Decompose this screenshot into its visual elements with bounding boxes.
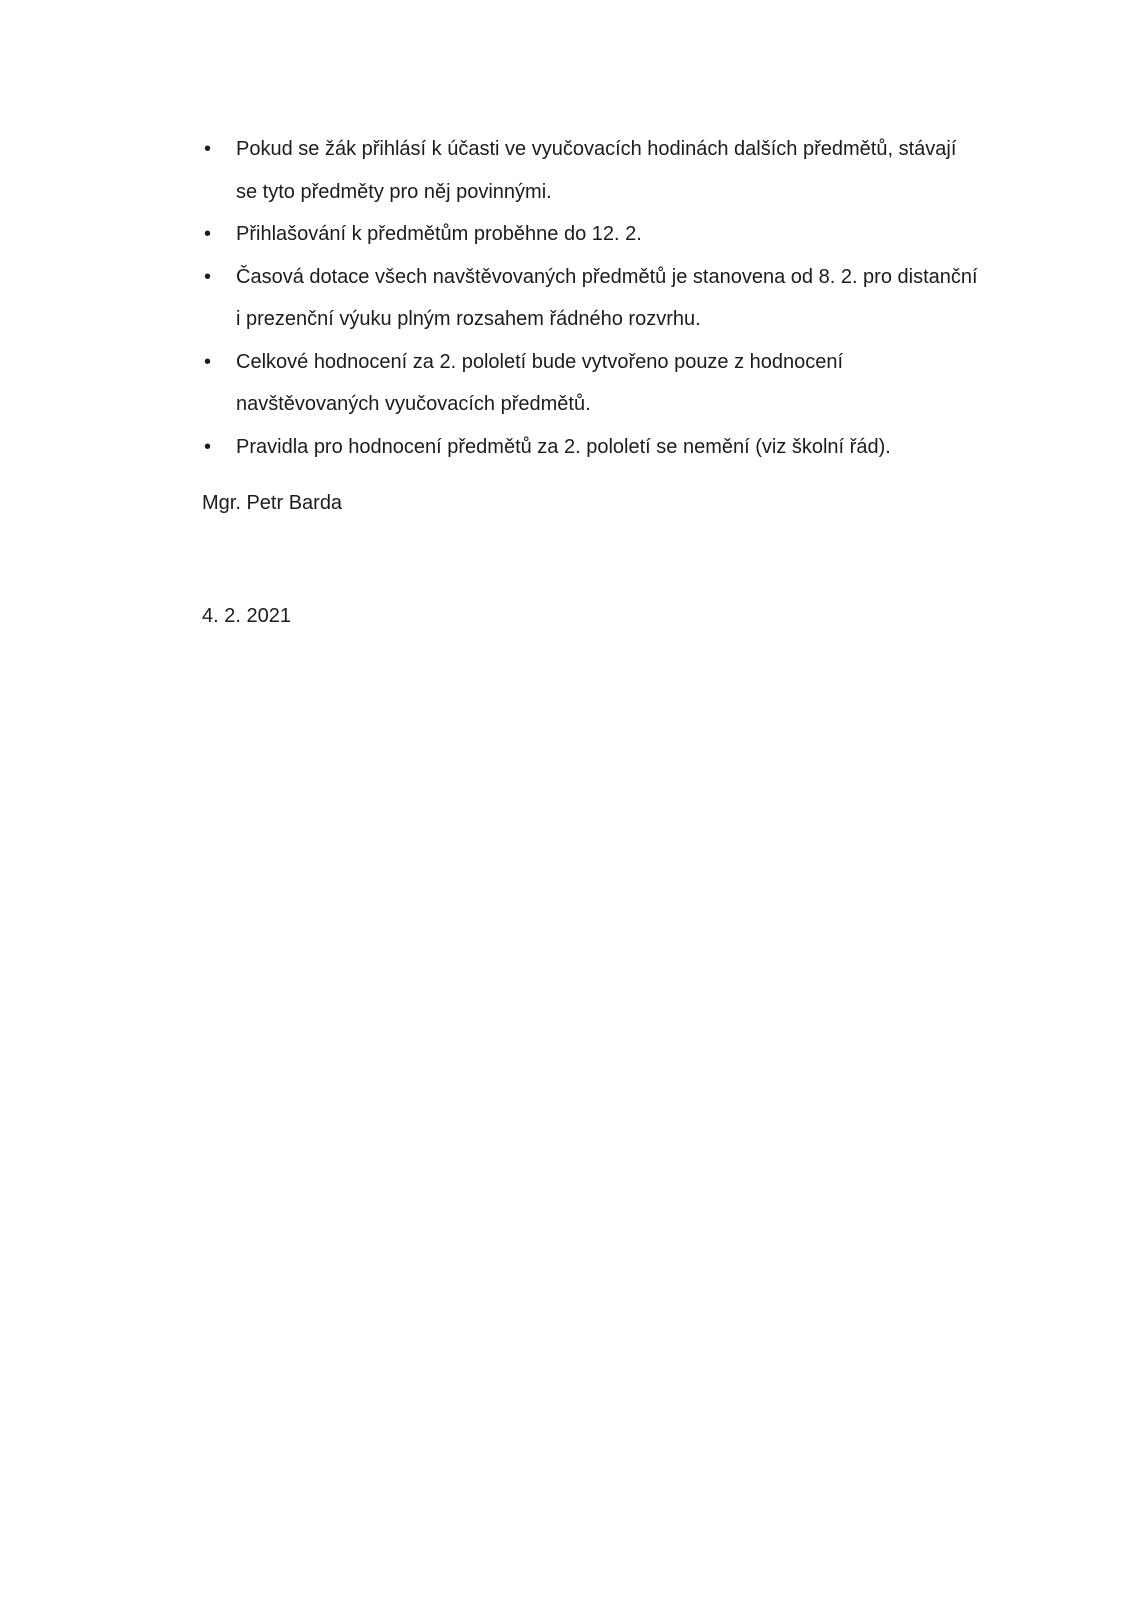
bullet-item-2: • Přihlašování k předmětům proběhne do 12. 2.: [202, 213, 982, 256]
bullet-item-5: • Pravidla pro hodnocení předmětů za 2. pololetí se nemění (viz školní řád).: [202, 426, 982, 469]
bullet-item-3: • Časová dotace všech navštěvovaných předmětů je stanovena od 8. 2. pro distanční i prezenční výuku plným rozsahem řádného rozvrhu.: [202, 256, 982, 341]
date: 4. 2. 2021: [202, 604, 291, 627]
bullet-item-4: • Celkové hodnocení za 2. pololetí bude vytvořeno pouze z hodnocení navštěvovaných vyučovacích předmětů.: [202, 341, 982, 426]
bullet-item-1: • Pokud se žák přihlásí k účasti ve vyučovacích hodinách dalších předmětů, stávají se tyto předměty pro něj povinnými.: [202, 128, 982, 213]
signature: Mgr. Petr Barda: [202, 492, 343, 514]
bullet-list: [202, 128, 982, 468]
document-content: [202, 128, 982, 637]
